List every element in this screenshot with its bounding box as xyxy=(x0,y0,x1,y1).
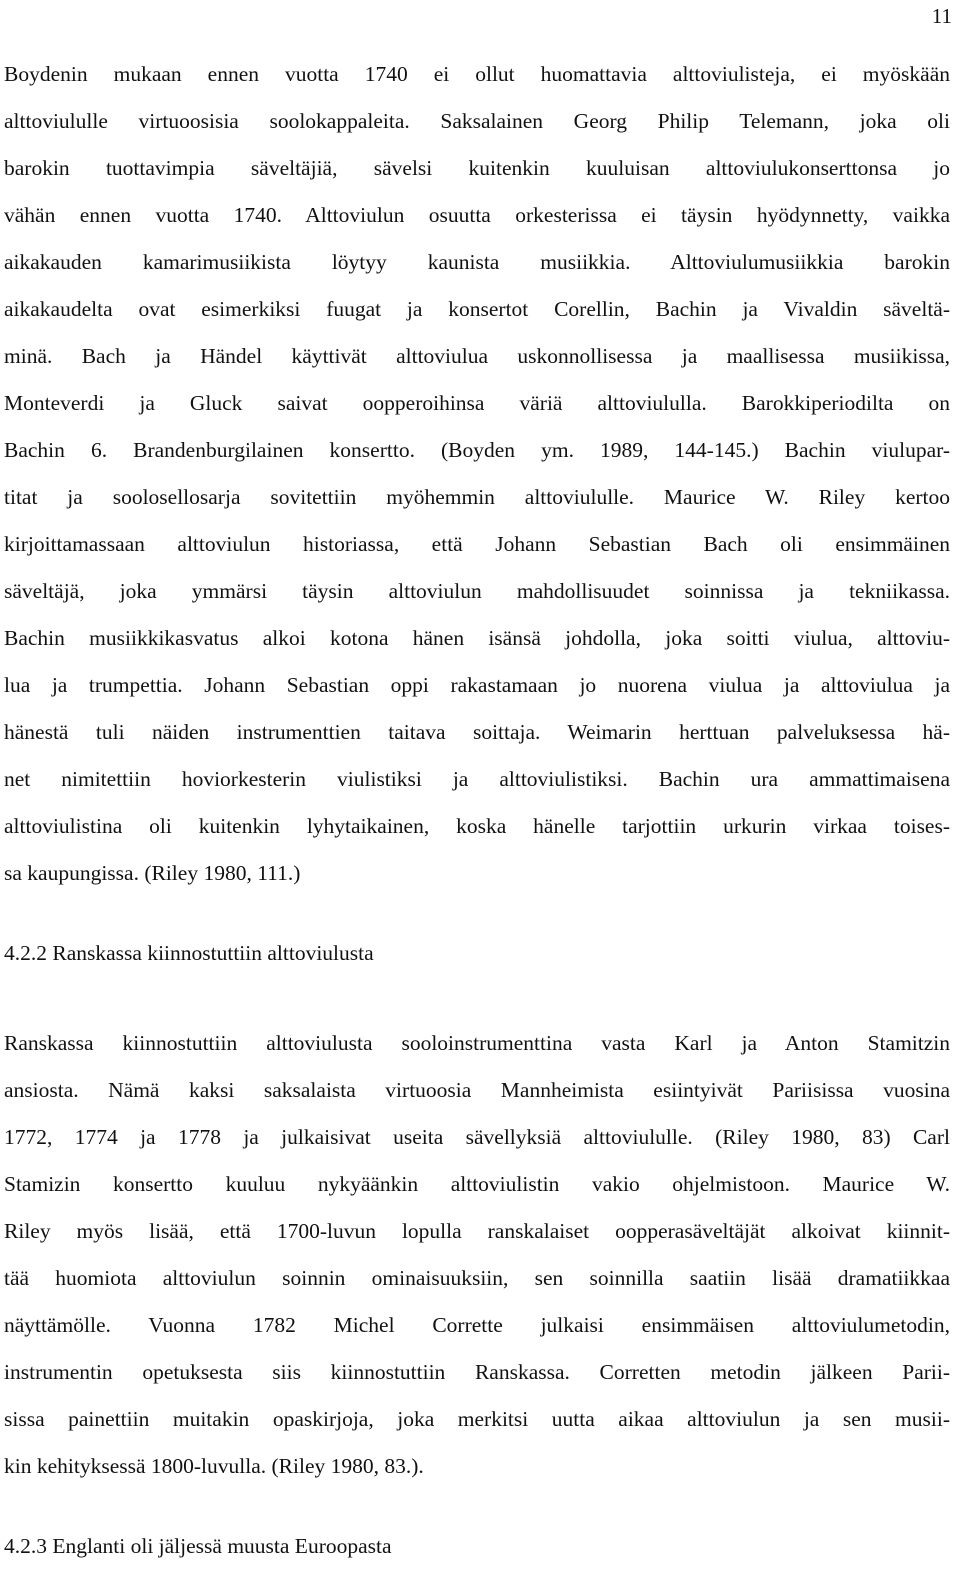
text-line: Stamizin konsertto kuuluu nykyäänkin alttoviulistin vakio ohjelmistoon. Maurice W. xyxy=(4,1172,950,1196)
text-line: kin kehityksessä 1800-luvulla. (Riley 1980, 83.). xyxy=(4,1454,424,1478)
text-line: alttoviululle virtuoosisia soolokappaleita. Saksalainen Georg Philip Telemann, joka oli xyxy=(4,109,950,133)
text-line: alttoviulistina oli kuitenkin lyhytaikainen, koska hänelle tarjottiin urkurin virkaa toises- xyxy=(4,814,950,838)
section-heading: 4.2.3 Englanti oli jäljessä muusta Euroopasta xyxy=(4,1534,392,1558)
text-line: Monteverdi ja Gluck saivat oopperoihinsa väriä alttoviululla. Barokkiperiodilta on xyxy=(4,391,950,415)
text-line: aikakaudelta ovat esimerkiksi fuugat ja konsertot Corellin, Bachin ja Vivaldin säveltä- xyxy=(4,297,950,321)
text-line: tää huomiota alttoviulun soinnin ominaisuuksiin, sen soinnilla saatiin lisää dramatiikkaa xyxy=(4,1266,950,1290)
text-line: 1772, 1774 ja 1778 ja julkaisivat useita sävellyksiä alttoviululle. (Riley 1980, 83) Carl xyxy=(4,1125,950,1149)
text-line: Ranskassa kiinnostuttiin alttoviulusta sooloinstrumenttina vasta Karl ja Anton Stamitzin xyxy=(4,1031,950,1055)
text-line: Boydenin mukaan ennen vuotta 1740 ei ollut huomattavia alttoviulisteja, ei myöskään xyxy=(4,62,950,86)
text-line: Riley myös lisää, että 1700-luvun lopulla ranskalaiset oopperasäveltäjät alkoivat kiinnit- xyxy=(4,1219,950,1243)
text-line: instrumentin opetuksesta siis kiinnostuttiin Ranskassa. Corretten metodin jälkeen Parii- xyxy=(4,1360,950,1384)
text-line: näyttämölle. Vuonna 1782 Michel Corrette julkaisi ensimmäisen alttoviulumetodin, xyxy=(4,1313,950,1337)
text-line: hänestä tuli näiden instrumenttien taitava soittaja. Weimarin herttuan palveluksessa hä- xyxy=(4,720,950,744)
text-line: aikakauden kamarimusiikista löytyy kaunista musiikkia. Alttoviulumusiikkia barokin xyxy=(4,250,950,274)
text-line: Bachin musiikkikasvatus alkoi kotona hänen isänsä johdolla, joka soitti viulua, alttoviu- xyxy=(4,626,950,650)
text-line: net nimitettiin hoviorkesterin viulistiksi ja alttoviulistiksi. Bachin ura ammattimaisena xyxy=(4,767,950,791)
text-line: ansiosta. Nämä kaksi saksalaista virtuoosia Mannheimista esiintyivät Pariisissa vuosina xyxy=(4,1078,950,1102)
text-line: lua ja trumpettia. Johann Sebastian oppi rakastamaan jo nuorena viulua ja alttoviulua ja xyxy=(4,673,950,697)
text-line: minä. Bach ja Händel käyttivät alttoviulua uskonnollisessa ja maallisessa musiikissa, xyxy=(4,344,950,368)
text-line: titat ja soolosellosarja sovitettiin myöhemmin alttoviululle. Maurice W. Riley kertoo xyxy=(4,485,950,509)
text-line: kirjoittamassaan alttoviulun historiassa, että Johann Sebastian Bach oli ensimmäinen xyxy=(4,532,950,556)
text-line: sissa painettiin muitakin opaskirjoja, joka merkitsi uutta aikaa alttoviulun ja sen musii- xyxy=(4,1407,950,1431)
section-heading: 4.2.2 Ranskassa kiinnostuttiin alttoviulusta xyxy=(4,941,374,965)
text-line: Bachin 6. Brandenburgilainen konsertto. (Boyden ym. 1989, 144-145.) Bachin viulupar- xyxy=(4,438,950,462)
text-line: vähän ennen vuotta 1740. Alttoviulun osuutta orkesterissa ei täysin hyödynnetty, vaikka xyxy=(4,203,950,227)
text-line: säveltäjä, joka ymmärsi täysin alttoviulun mahdollisuudet soinnissa ja tekniikassa. xyxy=(4,579,950,603)
text-line: barokin tuottavimpia säveltäjiä, sävelsi kuitenkin kuuluisan alttoviulukonserttonsa jo xyxy=(4,156,950,180)
text-line: sa kaupungissa. (Riley 1980, 111.) xyxy=(4,861,301,885)
page-number: 11 xyxy=(931,4,952,28)
